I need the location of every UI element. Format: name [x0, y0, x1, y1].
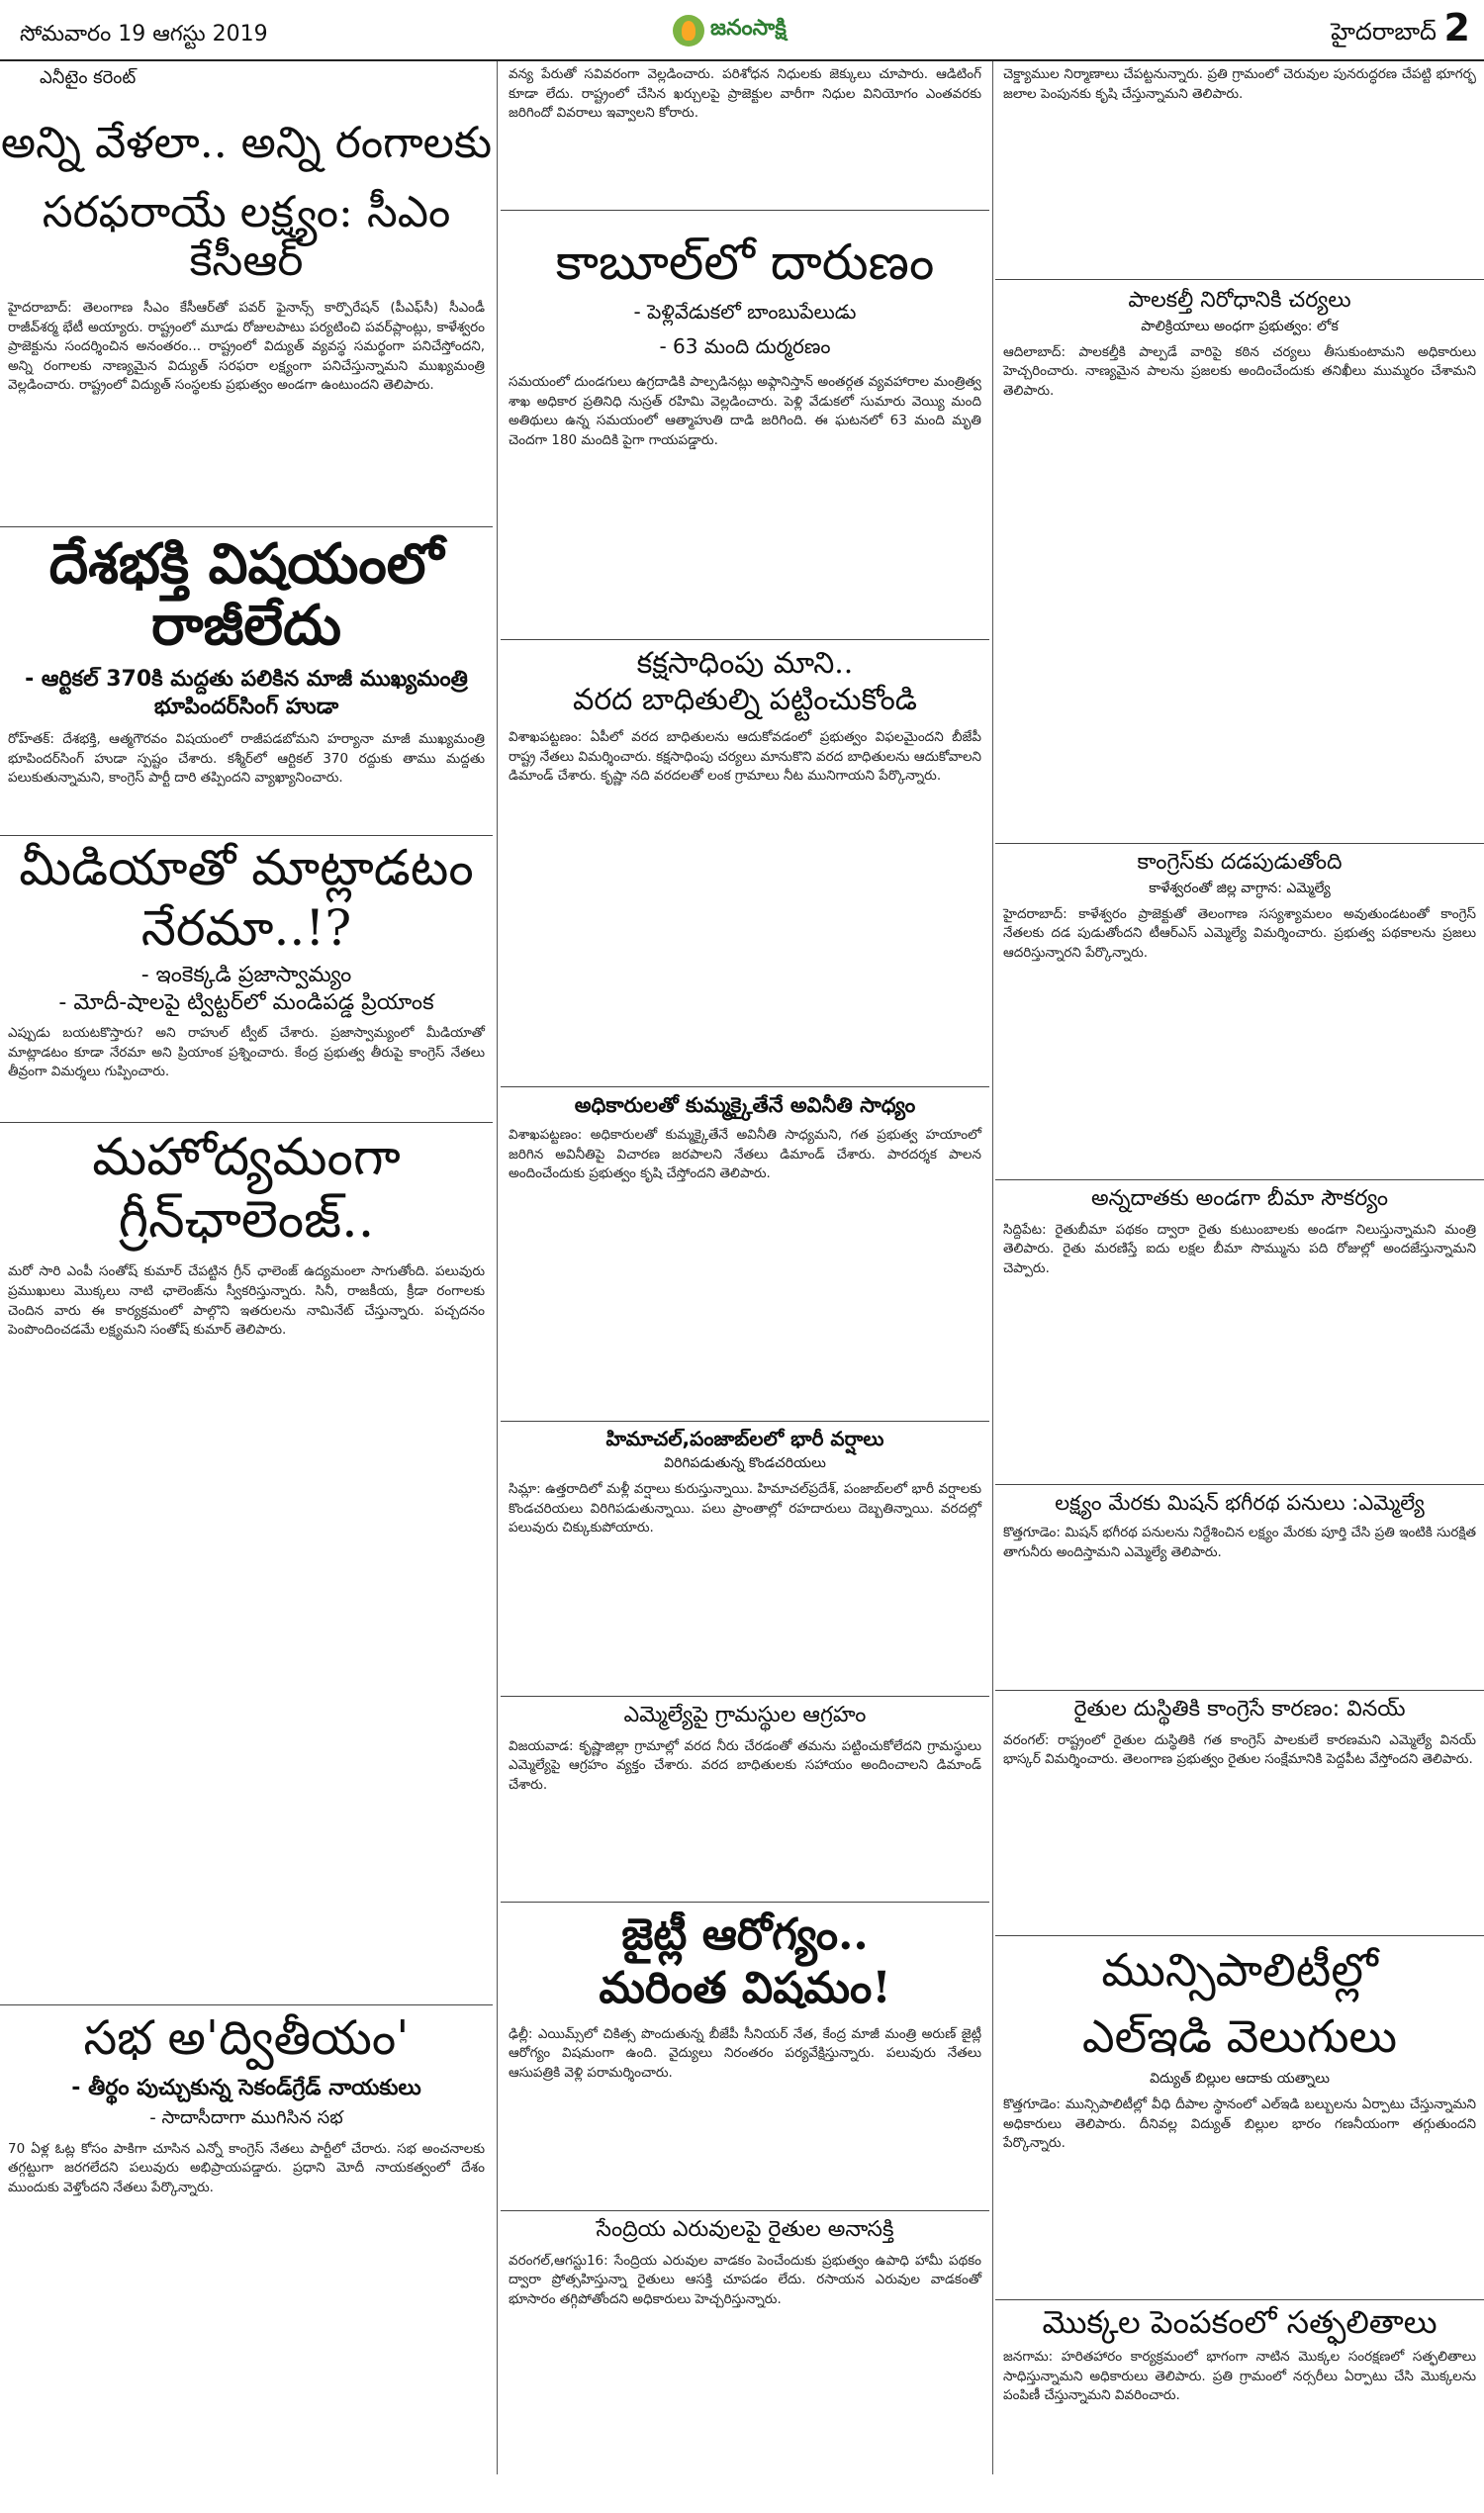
divider: [995, 279, 1484, 280]
article-kicker: విరిగిపడుతున్న కొండచరియలు: [664, 1455, 826, 1471]
article-corruption: [501, 1092, 989, 1419]
divider: [995, 1179, 1484, 1180]
divider: [0, 2004, 493, 2005]
headline: జైట్లీ ఆరోగ్యం..: [621, 1911, 869, 1960]
article-power-supply: [0, 67, 493, 522]
column-divider: [992, 61, 993, 2474]
article-farmers: [995, 1696, 1484, 1933]
article-body: సిద్దిపేట: రైతుబీమా పథకం ద్వారా రైతు కుటుంబాలకు అండగా నిలుస్తున్నామని మంత్రి తెలిపారు. రైతు మరణిస్తే ఐదు లక్షల బీమా సొమ్మును పది రోజుల్లో అందజేస్తున్నామని చెప్పారు.: [1003, 1221, 1476, 1276]
article-green-challenge: [0, 1130, 493, 1684]
divider: [501, 1696, 989, 1697]
article-body: హైదరాబాద్: కాళేశ్వరం ప్రాజెక్టుతో తెలంగాణ సస్యశ్యామలం అవుతుండటంతో కాంగ్రెస్ నేతలకు దడ పుడుతోందని టీఆర్ఎస్ ఎమ్మెల్యే విమర్శించారు. ప్రభుత్వ పథకాలను ప్రజలు ఆదరిస్తున్నారని పేర్కొన్నారు.: [1003, 905, 1476, 961]
headline: అన్ని వేళలా.. అన్ని రంగాలకు: [0, 118, 493, 168]
article-body: సిమ్లా: ఉత్తరాదిలో మళ్లీ వర్షాలు కురుస్తున్నాయి. హిమాచల్‌ప్రదేశ్, పంజాబ్‌లలో భారీ వర్షాలకు కొండచరియలు విరిగిపడుతున్నాయి. పలు ప్రాంతాల్లో రహదారులు దెబ్బతిన్నాయి. వరదల్లో పలువురు చిక్కుకుపోయారు.: [509, 1481, 981, 1536]
logo-text: జనంసాక్షి: [710, 16, 787, 41]
article-jaitley: [501, 1911, 989, 2208]
headline: ఎల్ఇడి వెలుగులు: [1081, 2008, 1398, 2063]
column-3: [995, 61, 1484, 2474]
column-divider: [497, 61, 498, 2474]
column-1: [0, 61, 493, 2474]
divider: [0, 835, 493, 836]
article-body: విశాఖపట్టణం: అధికారులతో కుమ్మక్కైతేనే అవినీతి సాధ్యమని, గత ప్రభుత్వ హయాంలో జరిగిన అవినీతిపై విచారణ జరపాలని నేతలు డిమాండ్ చేశారు. పారదర్శక పాలన అందించేందుకు ప్రభుత్వం కృషి చేస్తోందని తెలిపారు.: [509, 1127, 981, 1182]
subheadline: - మోదీ-షాలపై ట్విట్టర్‌లో మండిపడ్డ ప్రియాంక: [58, 989, 434, 1015]
article-kicker: విద్యుత్ బిల్లుల ఆదాకు యత్నాలు: [1150, 2071, 1330, 2088]
article-body: ఢిల్లీ: ఎయిమ్స్‌లో చికిత్స పొందుతున్న బీజేపీ సీనియర్ నేత, కేంద్ర మాజీ మంత్రి అరుణ్ జైట్లీ ఆరోగ్యం విషమంగా ఉంది. వైద్యులు నిరంతరం పర్యవేక్షిస్తున్నారు. పలువురు నేతలు ఆసుపత్రికి వెళ్లి పరామర్శించారు.: [509, 2025, 981, 2081]
headline: వరద బాధితుల్ని పట్టించుకోండి: [573, 683, 917, 717]
headline: రాజీలేదు: [150, 592, 342, 658]
headline: కక్షసాధింపు మాని..: [636, 647, 854, 681]
divider: [995, 843, 1484, 844]
subheadline: - సాదాసీదాగా ముగిసిన సభ: [149, 2107, 343, 2129]
divider: [501, 1902, 989, 1903]
article-mission-bhagiratha: [995, 1490, 1484, 1688]
edition-city: హైదరాబాద్: [1331, 18, 1437, 46]
logo-icon: [673, 15, 704, 47]
article-body: హైదరాబాద్: తెలంగాణ సీఎం కేసీఆర్‌తో పవర్ ఫైనాన్స్ కార్పొరేషన్ (పీఎఫ్‌సీ) సీఎండీ రాజీవ్‌శర్మ భేటీ అయ్యారు. రాష్ట్రంలో మూడు రోజులపాటు పర్యటించి పవర్‌ప్లాంట్లు, కాళేశ్వరం ప్రాజెక్టును సందర్శించిన అనంతరం... రాష్ట్రంలో విద్యుత్ వ్యవస్థ సమర్థంగా పనిచేస్తోందని, అన్ని రంగాలకు నాణ్యమైన విద్యుత్ సరఫరా లక్ష్యంగా పనిచేస్తున్నామని ముఖ్యమంత్రి వెల్లడించారు. రాష్ట్రంలో విద్యుత్ సంస్థలకు ప్రభుత్వం అండగా ఉంటుందని తెలిపారు.: [8, 300, 485, 394]
subheadline: భూపిందర్‌సింగ్ హుడా: [153, 694, 339, 719]
headline: గ్రీన్‌ఛాలెంజ్..: [118, 1190, 375, 1251]
divider: [501, 639, 989, 640]
article-kicker: పాలిక్రియాలు అంధగా ప్రభుత్వం: లోక: [1141, 318, 1339, 334]
headline: నేరమా..!?: [140, 899, 352, 957]
divider: [501, 1086, 989, 1087]
headline: దేశభక్తి విషయంలో: [48, 534, 444, 597]
article-media: [0, 841, 493, 1118]
headline: హిమాచల్,పంజాబ్‌లలో భారీ వర్షాలు: [605, 1427, 884, 1450]
subheadline: - ఇంకెక్కడి ప్రజాస్వామ్యం: [140, 963, 352, 987]
page-header: [0, 0, 1484, 61]
headline: కాంగ్రెస్‌కు దడపుడుతోంది: [1137, 850, 1343, 875]
headline: మీడియాతో మాట్లాడటం: [19, 841, 474, 896]
article-organic-manure: [501, 2216, 989, 2513]
article-body: విజయవాడ: కృష్ణాజిల్లా గ్రామాల్లో వరద నీరు చేరడంతో తమను పట్టించుకోలేదని గ్రామస్థులు ఎమ్మెల్యేపై ఆగ్రహం వ్యక్తం చేశారు. వరద బాధితులకు సహాయం అందించాలని డిమాండ్ చేశారు.: [509, 1737, 981, 1793]
article-rains: [501, 1427, 989, 1694]
article-body: 70 ఏళ్ల ఓట్ల కోసం పాకిగా చూసిన ఎన్నో కాంగ్రెస్ నేతలు పార్టీలో చేరారు. సభ అంచనాలకు తగ్గట్టుగా జరగలేదని పలువురు అభిప్రాయపడ్డారు. ప్రధాని మోదీ నాయకత్వంలో దేశం ముందుకు వెళ్తోందని నేతలు పేర్కొన్నారు.: [8, 2140, 485, 2195]
article-body: విశాఖపట్టణం: ఏపీలో వరద బాధితులను ఆదుకోవడంలో ప్రభుత్వం విఫలమైందని బీజేపీ రాష్ట్ర నేతలు విమర్శించారు. కక్షసాధింపు చర్యలు మానుకొని వరద బాధితులను ఆదుకోవాలని డిమాండ్ చేశారు. కృష్ణా నది వరదలతో లంక గ్రామాలు నీట మునిగాయని పేర్కొన్నారు.: [509, 729, 981, 785]
article-body: మరో సారి ఎంపీ సంతోష్ కుమార్ చేపట్టిన గ్రీన్ ఛాలెంజ్ ఉద్యమంలా సాగుతోంది. పలువురు ప్రముఖులు మొక్కలు నాటి ఛాలెంజ్‌ను స్వీకరిస్తున్నారు. సినీ, రాజకీయ, క్రీడా రంగాలకు చెందిన వారు ఈ కార్యక్రమంలో పాల్గొని ఇతరులను నామినేట్ చేస్తున్నారు. పచ్చదనం పెంపొందించడమే లక్ష్యమని సంతోష్ కుమార్ తెలిపారు.: [8, 1263, 485, 1339]
article-body: సమయంలో దుండగులు ఉగ్రదాడికి పాల్పడినట్లు అఫ్గానిస్తాన్ అంతర్గత వ్యవహారాల మంత్రిత్వ శాఖ అధికార ప్రతినిధి నుస్రత్ రహిమి వెల్లడించారు. పెళ్లి వేడుకలో సుమారు వెయ్యి మంది అతిథులు ఉన్న సమయంలో ఆత్మాహుతి దాడి జరిగింది. ఈ ఘటనలో 63 మంది మృతి చెందగా 180 మందికి పైగా గాయపడ్డారు.: [509, 374, 981, 448]
article-kicker: ఎనీటైం కరెంట్: [40, 67, 137, 88]
article-body: జనగామ: హరితహారం కార్యక్రమంలో భాగంగా నాటిన మొక్కల సంరక్షణలో సత్ఫలితాలు సాధిస్తున్నామని అధికారులు తెలిపారు. ప్రతి గ్రామంలో నర్సరీలు ఏర్పాటు చేసి మొక్కలను పంపిణీ చేస్తున్నామని వివరించారు.: [1003, 2349, 1476, 2404]
article-insurance: [995, 1185, 1484, 1482]
page-number: 2: [1443, 6, 1470, 49]
headline: అధికారులతో కుమ్మక్కైతేనే అవినీతి సాధ్యం: [574, 1093, 916, 1117]
article-body: ఎప్పుడు బయటకొస్తారు? అని రాహుల్ ట్వీట్ చేశారు. ప్రజాస్వామ్యంలో మీడియాతో మాట్లాడటం కూడా నేరమా అని ప్రియాంక ప్రశ్నించారు. కేంద్ర ప్రభుత్వ తీరుపై కాంగ్రెస్ నేతలు తీవ్రంగా విమర్శలు గుప్పించారు.: [8, 1025, 485, 1080]
article-patriotism: [0, 534, 493, 831]
column-2: [501, 61, 989, 2474]
article-body: కొత్తగూడెం: మున్సిపాలిటీల్లో వీధి దీపాల స్థానంలో ఎల్ఇడి బల్బులను ఏర్పాటు చేస్తున్నామని అధికారులు తెలిపారు. దీనివల్ల విద్యుత్ బిల్లుల భారం గణనీయంగా తగ్గుతుందని పేర్కొన్నారు.: [1003, 2096, 1476, 2152]
article-meeting: [0, 2012, 493, 2467]
headline: మున్సిపాలిటీల్లో: [1101, 1945, 1378, 1997]
headline: కాబూల్‌లో దారుణం: [555, 233, 935, 291]
divider: [995, 1690, 1484, 1691]
divider: [501, 1421, 989, 1422]
article-villagers: [501, 1702, 989, 1900]
headline: సేంద్రియ ఎరువులపై రైతుల అనాసక్తి: [596, 2217, 894, 2242]
headline: అన్నదాతకు అండగా బీమా సౌకర్యం: [1090, 1186, 1389, 1211]
article-body: వరంగల్,ఆగస్టు16: సేంద్రియ ఎరువుల వాడకం పెంచేందుకు ప్రభుత్వం ఉపాధి హామీ పథకం ద్వారా ప్రోత్సహిస్తున్నా రైతులు ఆసక్తి చూపడం లేదు. రసాయన ఎరువుల వాడకంతో భూసారం తగ్గిపోతోందని అధికారులు హెచ్చరిస్తున్నారు.: [509, 2252, 981, 2307]
divider: [0, 526, 493, 527]
article-body: వరంగల్: రాష్ట్రంలో రైతుల దుస్థితికి గత కాంగ్రెస్ పాలకులే కారణమని ఎమ్మెల్యే వినయ్ భాస్కర్ విమర్శించారు. తెలంగాణ ప్రభుత్వం రైతుల సంక్షేమానికి పెద్దపీట వేస్తోందని తెలిపారు.: [1003, 1731, 1476, 1768]
headline: మొక్కల పెంపకంలో సత్ఫలితాలు: [1042, 2305, 1438, 2341]
article-plantation: [995, 2305, 1484, 2464]
divider: [501, 2210, 989, 2211]
divider: [995, 1484, 1484, 1485]
article-body: చెక్డ్యాముల నిర్మాణాలు చేపట్టనున్నారు. ప్రతి గ్రామంలో చెరువుల పునరుద్ధరణ చేపట్టి భూగర్భ జలాల పెంపునకు కృషి చేస్తున్నామని తెలిపారు.: [1003, 66, 1476, 102]
article-body: వన్య పేరుతో సవివరంగా వెల్లడించారు. పరిశోధన నిధులకు జెక్కులు చూపారు. ఆడిటింగ్ కూడా లేదు. రాష్ట్రంలో చేసిన ఖర్చులపై ప్రాజెక్టుల వారీగా నిధుల వినియోగం ఎంతవరకు జరిగిందో వివరాలు ఇవ్వాలని కోరారు.: [509, 66, 981, 122]
issue-date: సోమవారం 19 ఆగస్టు 2019: [20, 22, 268, 47]
article-body: కొత్తగూడెం: మిషన్ భగీరథ పనులను నిర్దేశించిన లక్ష్యం మేరకు పూర్తి చేసి ప్రతి ఇంటికి సురక్షిత తాగునీరు అందిస్తామని ఎమ్మెల్యే తెలిపారు.: [1003, 1525, 1476, 1560]
subheadline: - పెళ్లివేడుకలో బాంబుపేలుడు: [633, 300, 857, 324]
headline: సభ అ'ద్వితీయం': [83, 2012, 410, 2066]
article-body: ఆదిలాబాద్: పాలకల్తీకి పాల్పడే వారిపై కఠిన చర్యలు తీసుకుంటామని అధికారులు హెచ్చరించారు. నాణ్యమైన పాలను ప్రజలకు అందించేందుకు తనిఖీలు ముమ్మరం చేశామని తెలిపారు.: [1003, 343, 1476, 399]
divider: [995, 1935, 1484, 1936]
newspaper-logo: [673, 10, 811, 51]
article-milk-adulteration: [995, 287, 1484, 841]
headline: మరింత విషమం!: [599, 1963, 891, 2014]
headline: మహోద్యమంగా: [92, 1130, 401, 1187]
divider: [995, 2299, 1484, 2300]
headline: పాలకల్తీ నిరోధానికి చర్యలు: [1128, 288, 1351, 313]
subheadline: - ఆర్టికల్ 370కి మద్దతు పలికిన మాజీ ముఖ్యమంత్రి: [25, 667, 468, 693]
headline: రైతుల దుస్థితికి కాంగ్రెసే కారణం: వినయ్: [1073, 1697, 1406, 1722]
article-flood-victims: [501, 647, 989, 1082]
divider: [0, 1122, 493, 1123]
article-congress-fear: [995, 849, 1484, 1175]
subheadline: - తీర్థం పుచ్చుకున్న సెకండ్‌గ్రేడ్ నాయకులు: [71, 2075, 421, 2100]
article-kicker: కాళేశ్వరంతో జిల్ల వాగ్ధాన: ఎమ్మెల్యే: [1149, 880, 1331, 896]
subheadline: - 63 మంది దుర్మరణం: [659, 334, 831, 358]
headline: ఎమ్మెల్యేపై గ్రామస్థుల ఆగ్రహం: [623, 1703, 867, 1727]
headline: లక్ష్యం మేరకు మిషన్ భగీరథ పనులు :ఎమ్మెల్యే: [1055, 1491, 1425, 1515]
headline: సరఫరాయే లక్ష్యం: సీఎం కేసీఆర్: [42, 187, 451, 286]
article-kabul: [501, 220, 989, 635]
article-body: రోహ్‌తక్: దేశభక్తి, ఆత్మగౌరవం విషయంలో రాజీపడబోమని హర్యానా మాజీ ముఖ్యమంత్రి భూపిందర్‌సింగ్ హుడా స్పష్టం చేశారు. కశ్మీర్‌లో ఆర్టికల్ 370 రద్దుకు తాము మద్దతు పలుకుతున్నామని, కాంగ్రెస్ పార్టీ దారి తప్పిందని వ్యాఖ్యానించారు.: [8, 731, 485, 787]
divider: [501, 210, 989, 211]
